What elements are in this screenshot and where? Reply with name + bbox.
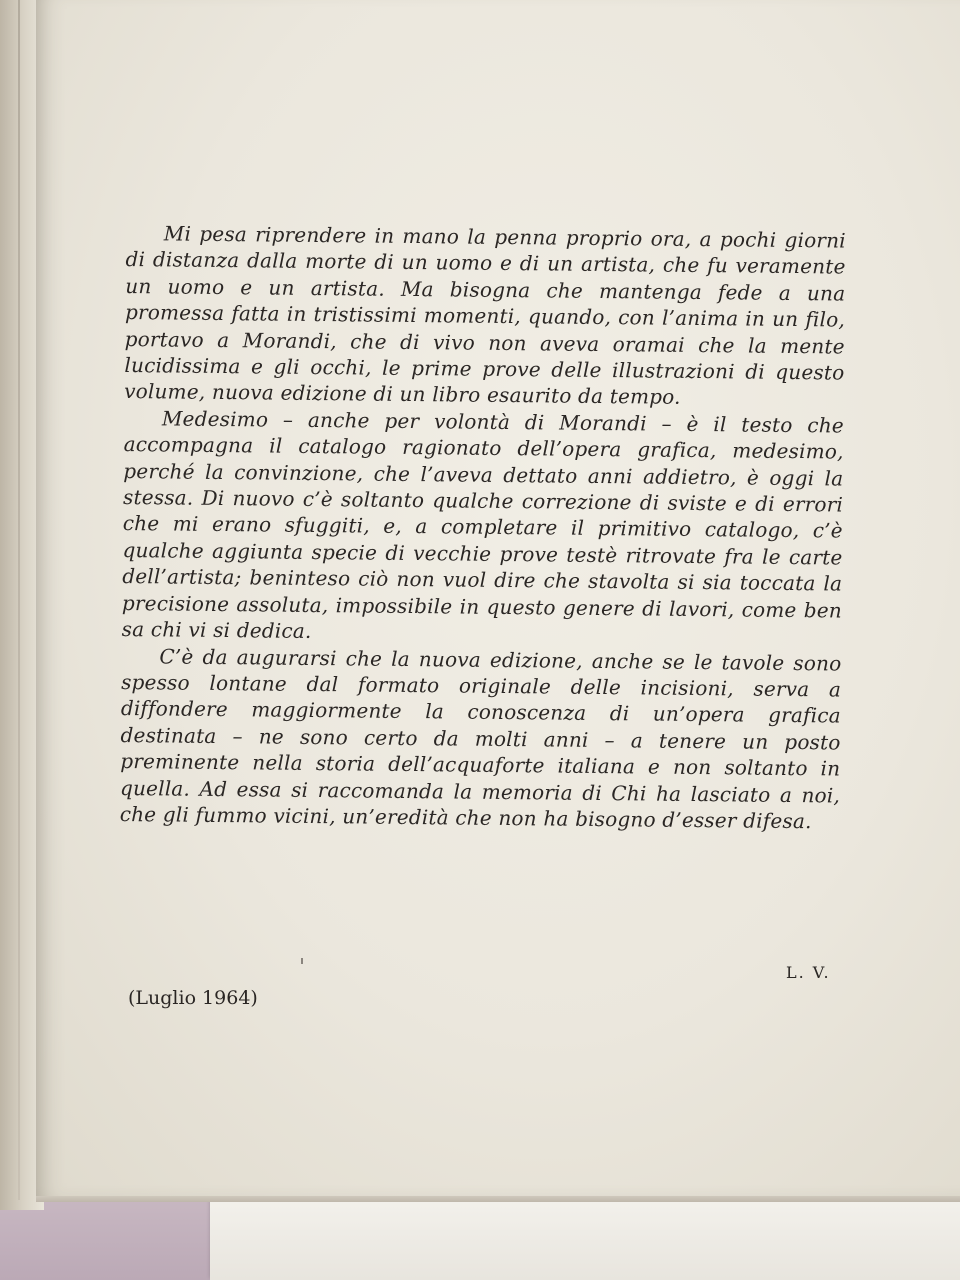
preface-text xyxy=(120,220,846,835)
author-initials: L. V. xyxy=(786,963,831,982)
gutter-edge-line xyxy=(18,0,20,1200)
paragraph-3: C’è da augurarsi che la nuova edizione, anche se le tavole sono spesso lontane dal formato originale delle incisioni, serva a diffondere maggiormente la conoscenza di un’opera grafica destinata – ne sono certo da molti anni – a tenere un posto preminente nella storia dell’acquaforte italiana e non soltanto in quella. Ad essa si raccomanda la memoria di Chi ha lasciato a noi, che gli fummo vicini, un’eredità che non ha bisogno d’esser difesa. xyxy=(119,643,842,834)
date-note: (Luglio 1964) xyxy=(128,987,258,1009)
paragraph-1: Mi pesa riprendere in mano la penna proprio ora, a pochi giorni di distanza dalla morte di un uomo e di un artista, che fu veramente un uomo e un artista. Ma bisogna che mantenga fede a una promessa fatta in tristissimi momenti, quando, con l’anima in un filo, portavo a Morandi, che di vivo non aveva oramai che la mente lucidissima e gli occhi, le prime prove delle illustrazioni di questo volume, nuova edizione di un libro esaurito da tempo. xyxy=(124,221,846,410)
paragraph-2: Medesimo – anche per volontà di Morandi – è il testo che accompagna il catalogo ragionato dell’opera grafica, medesimo, perché la convinzione, che l’aveva dettato anni addietro, è oggi la stessa. Di nuovo c’è soltanto qualche correzione di sviste e di errori che mi erano sfuggiti, e, a completare il primitivo catalogo, c’è qualche aggiunta specie di vecchie prove testè ritrovate fra le carte dell’artista; beninteso ciò non vuol dire che stavolta si sia toccata la precisione assoluta, impossibile in questo genere di lavori, come ben sa chi vi si dedica. xyxy=(121,406,845,644)
ink-speck xyxy=(301,958,303,964)
underlying-sheet xyxy=(210,1196,960,1280)
